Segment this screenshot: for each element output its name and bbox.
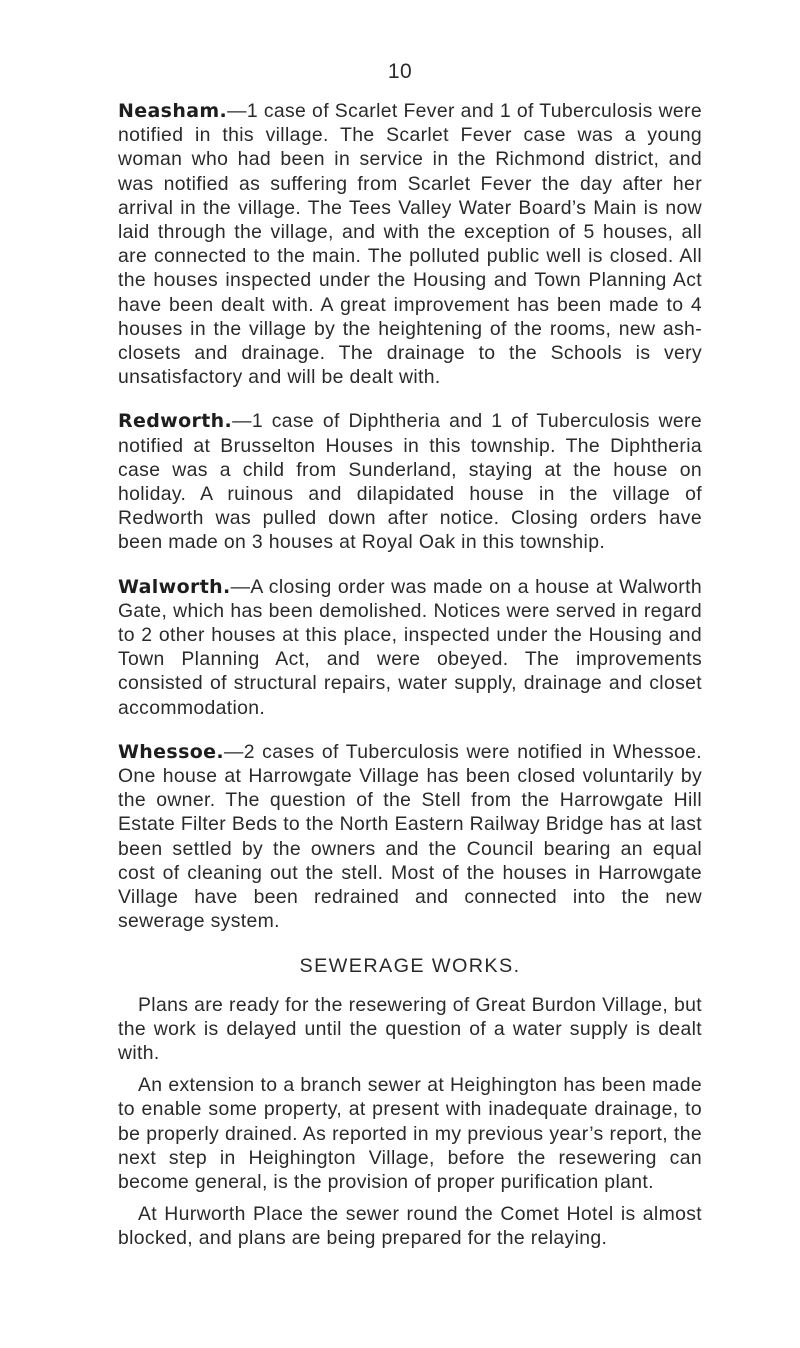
paragraph-walworth [118, 575, 702, 720]
place-heading-redworth: Redworth. [118, 410, 233, 433]
place-heading-whessoe: Whessoe. [118, 740, 224, 763]
paragraph-text-whessoe: —2 cases of Tuberculosis were notified in Whessoe. One house at Harrowgate Village has been closed voluntarily by the owner. The question of the Stell from the Harrowgate Hill Estate Filter Beds to the North Eastern Railway Bridge has at last been settled by the owners and the Council bearing an equal cost of cleaning out the stell. Most of the houses in Harrowgate Village have been redrained and connected into the new sewerage system. [118, 740, 702, 933]
place-heading-neasham: Neasham. [118, 100, 228, 122]
sewerage-paragraph-hurworth-place: At Hurworth Place the sewer round the Comet Hotel is almost blocked, and plans are being prepared for the relaying. [118, 1203, 702, 1250]
paragraph-whessoe [118, 740, 702, 934]
paragraph-neasham [118, 99, 702, 389]
paragraph-text-walworth: —A closing order was made on a house at Walworth Gate, which has been demolished. Notices were served in regard to 2 other houses at this place, inspected under the Housing and Town Planning Act, and were obeyed. The improvements consisted of structural repairs, water supply, drainage and closet accommodation. [118, 575, 702, 719]
place-heading-walworth: Walworth. [118, 575, 231, 598]
page-content [118, 99, 702, 1259]
paragraph-text-neasham: —1 case of Scarlet Fever and 1 of Tuberculosis were notified in this village. The Scarlet Fever case was a young woman who had been in service in the Richmond district, and was notified as suffering from Scarlet Fever the day after her arrival in the village. The Tees Valley Water Board’s Main is now laid through the village, and with the exception of 5 houses, all are connected to the main. The polluted public well is closed. All the houses inspected under the Housing and Town Planning Act have been dealt with. A great improvement has been made to 4 houses in the village by the heightening of the rooms, new ash-closets and drainage. The drainage to the Schools is very unsatisfactory and will be dealt with. [118, 100, 702, 389]
paragraph-text-redworth: —1 case of Diphtheria and 1 of Tuberculosis were notified at Brusselton Houses in this township. The Diphtheria case was a child from Sunderland, staying at the house on holiday. A ruinous and dilapidated house in the village of Redworth was pulled down after notice. Closing orders have been made on 3 houses at Royal Oak in this township. [118, 410, 702, 554]
paragraph-redworth [118, 409, 702, 554]
page-number: 10 [387, 60, 413, 83]
sewerage-paragraph-heighington: An extension to a branch sewer at Heighington has been made to enable some property, at present with inadequate drainage, to be properly drained. As reported in my previous year’s report, the next step in Heighington Village, before the resewering can become general, is the provision of proper purification plant. [118, 1074, 702, 1193]
section-heading-sewerage-works: SEWERAGE WORKS. [299, 954, 521, 977]
sewerage-paragraph-great-burdon: Plans are ready for the resewering of Great Burdon Village, but the work is delayed until the question of a water supply is dealt with. [118, 993, 702, 1064]
